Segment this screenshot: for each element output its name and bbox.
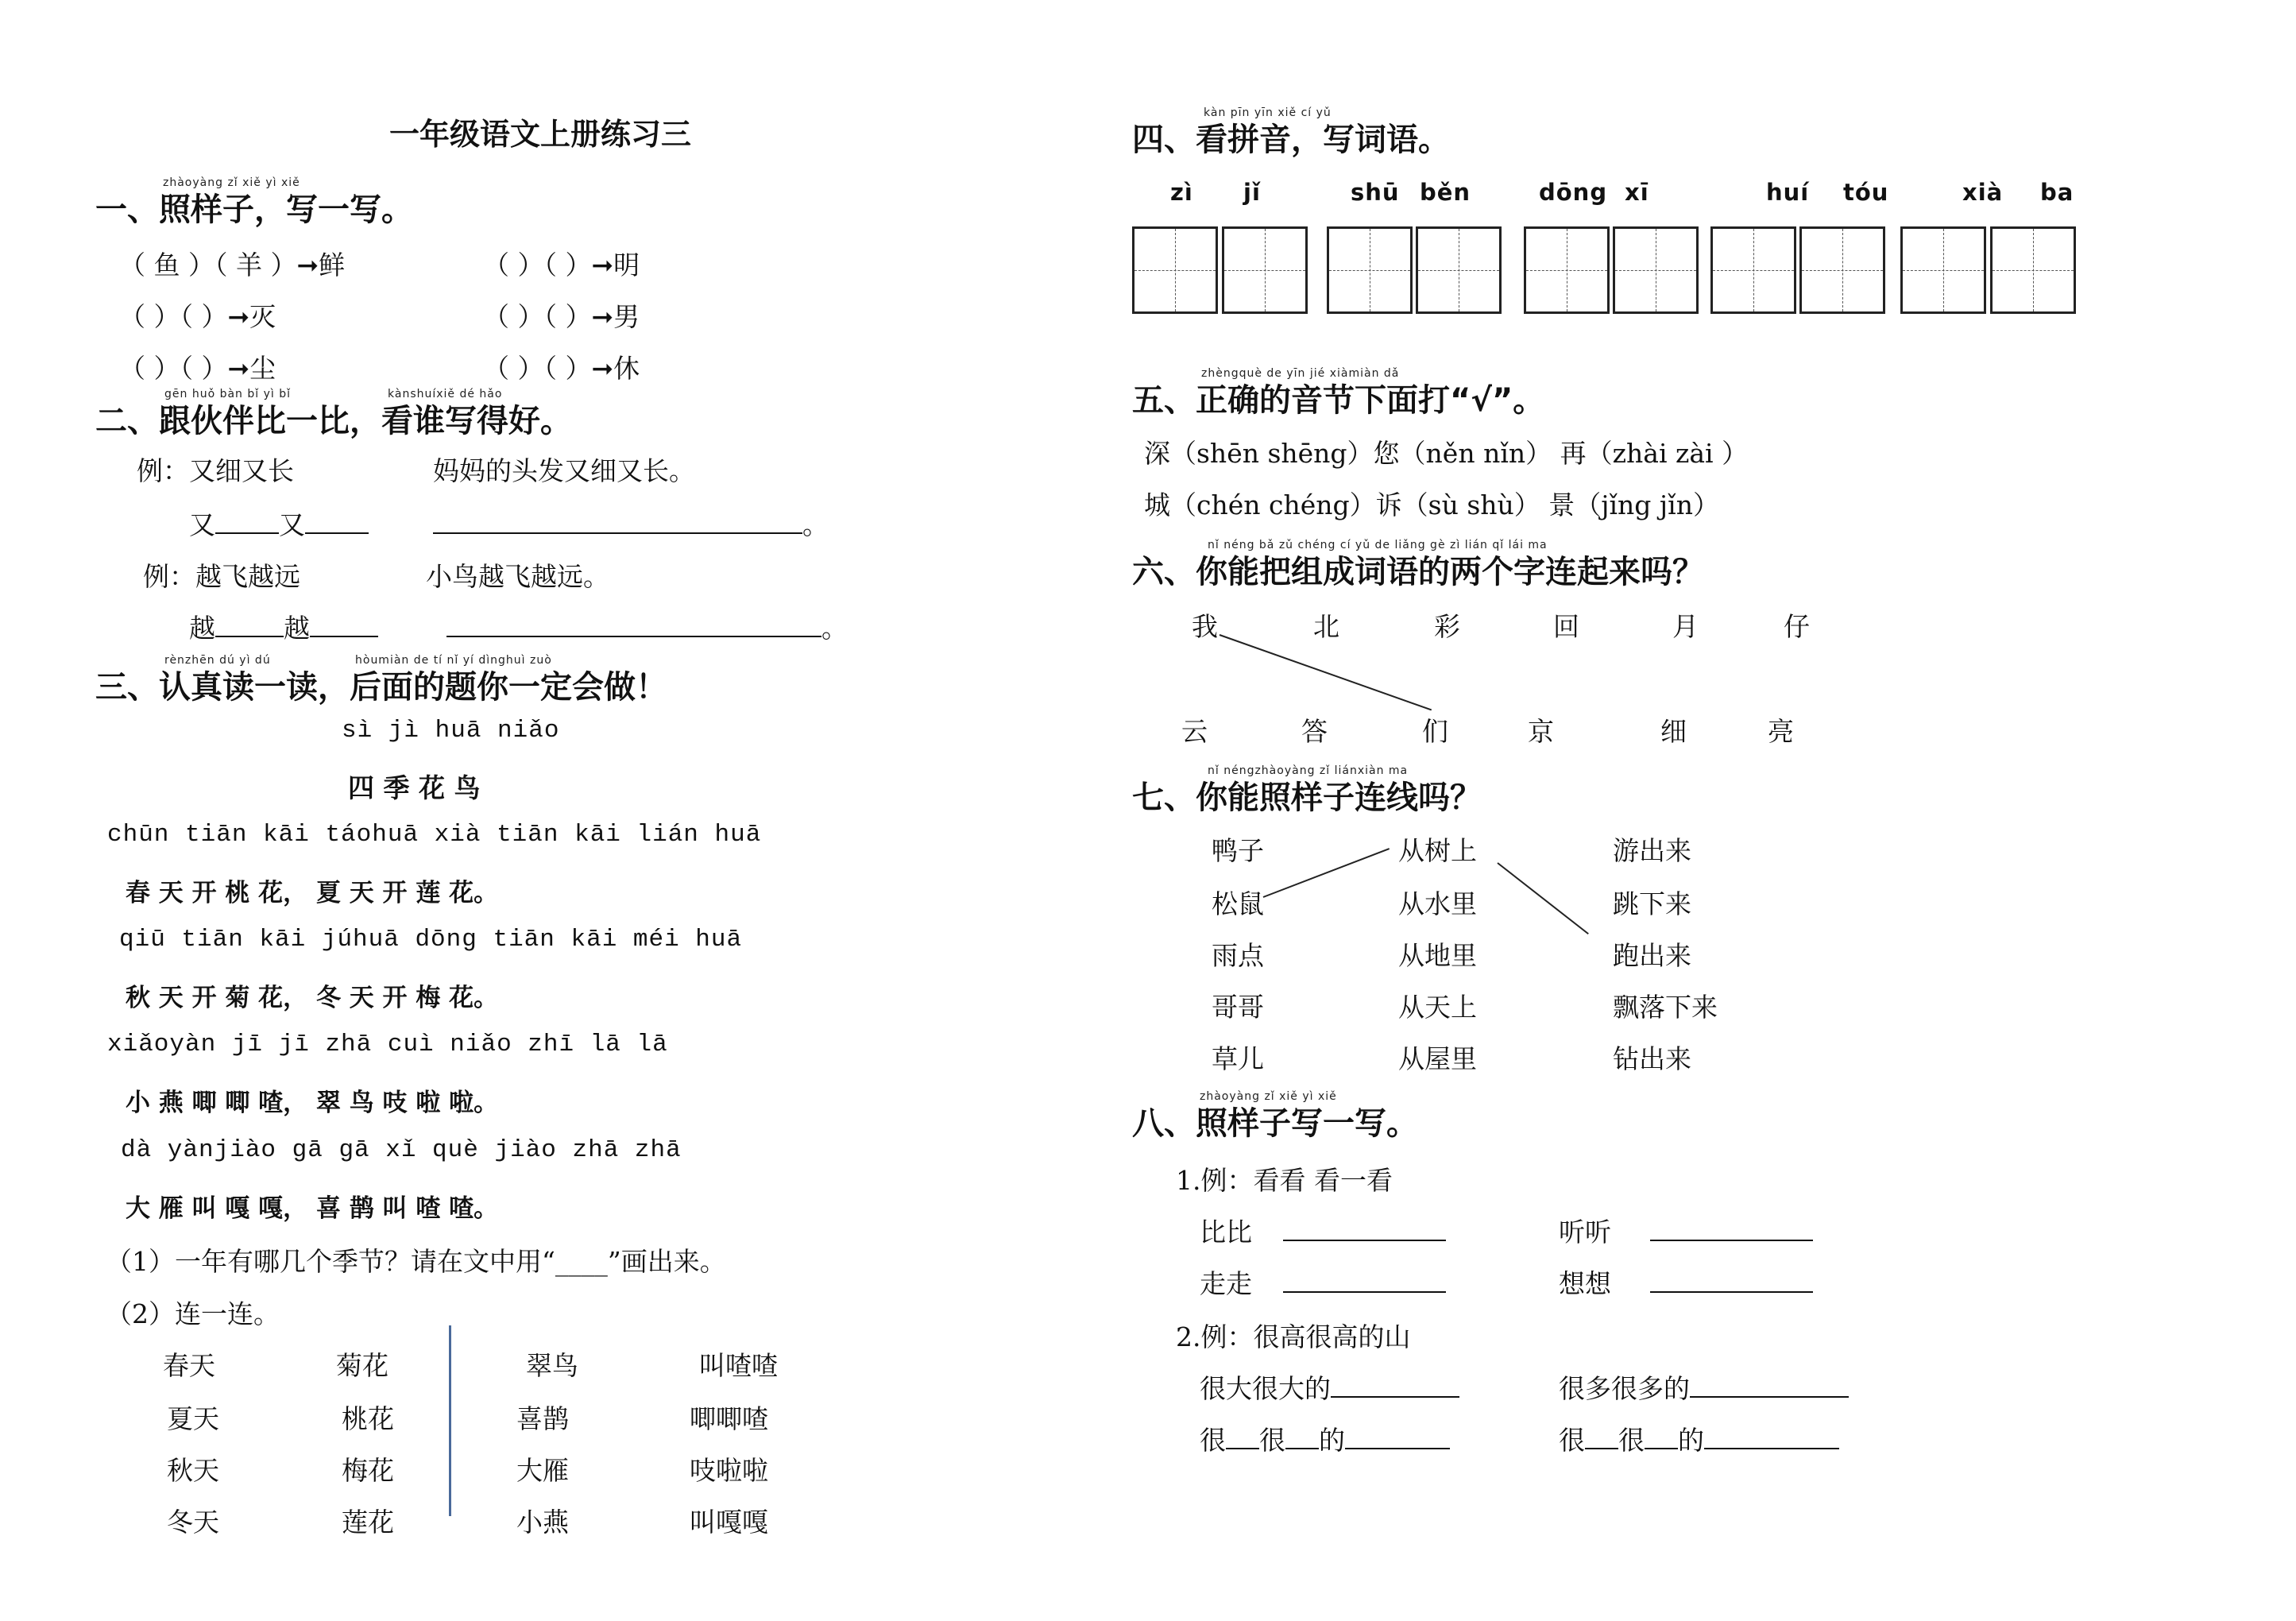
match-bird-1[interactable]: 翠鸟 — [526, 1350, 578, 1381]
s7-place-2[interactable]: 从水里 — [1398, 888, 1477, 919]
s2-pinyin-1: gēn huǒ bàn bǐ yì bǐ — [164, 388, 292, 400]
s6-top-char-3[interactable]: 彩 — [1434, 611, 1460, 642]
s8-hen: 很 — [1559, 1425, 1585, 1456]
match-sound-3[interactable]: 吱啦啦 — [690, 1455, 768, 1486]
s2-example2-sentence: 小鸟越飞越远。 — [426, 561, 609, 592]
s7-action-1[interactable]: 游出来 — [1613, 835, 1691, 866]
s2-heading: 二、跟伙伴比一比，看谁写得好。 — [95, 403, 572, 439]
s8-blank[interactable] — [1283, 1219, 1446, 1241]
s7-place-5[interactable]: 从屋里 — [1398, 1043, 1477, 1074]
s4-pinyin: kàn pīn yīn xiě cí yǔ — [1204, 106, 1332, 119]
s8-de: 的 — [1678, 1425, 1704, 1456]
poem-line1-pinyin: chūn tiān kāi táohuā xià tiān kāi lián huā — [107, 821, 762, 849]
s7-subject-4[interactable]: 哥哥 — [1212, 992, 1264, 1023]
s8-blank[interactable] — [1690, 1375, 1849, 1398]
word1-pinyin-2: jǐ — [1243, 179, 1261, 206]
s2-pinyin-2: kànshuíxiě dé hǎo — [388, 388, 503, 400]
writing-box[interactable] — [1416, 226, 1502, 314]
writing-box[interactable] — [1524, 226, 1610, 314]
poem-line3-pinyin: xiǎoyàn jī jī zhā cuì niǎo zhī lā lā — [107, 1031, 668, 1058]
s8-item-4 — [1559, 1263, 1813, 1301]
s8-blank[interactable] — [1285, 1427, 1319, 1449]
s8-blank[interactable] — [1585, 1427, 1618, 1449]
s6-bottom-char-1[interactable]: 云 — [1181, 716, 1208, 747]
s2-fill1-b: 又 — [279, 509, 305, 540]
s2-fill1-a: 又 — [189, 509, 215, 540]
s8-pinyin: zhàoyàng zǐ xiě yì xiě — [1200, 1090, 1337, 1103]
s8-item-2 — [1559, 1212, 1813, 1249]
writing-box[interactable] — [1710, 226, 1796, 314]
s6-top-char-5[interactable]: 月 — [1672, 611, 1699, 642]
writing-box[interactable] — [1613, 226, 1699, 314]
s7-place-4[interactable]: 从天上 — [1398, 992, 1477, 1023]
s8-blank[interactable] — [1226, 1427, 1259, 1449]
match-flower-4[interactable]: 莲花 — [342, 1507, 394, 1538]
word3-pinyin-1: dōng — [1539, 179, 1608, 206]
s8-fill-a2-text: 很多很多的 — [1559, 1373, 1690, 1404]
s8-example-2: 2.例：很高很高的山 — [1176, 1321, 1411, 1352]
s6-bottom-char-2[interactable]: 答 — [1301, 716, 1328, 747]
poem-title: 四 季 花 鸟 — [348, 772, 481, 803]
writing-box[interactable] — [1900, 226, 1986, 314]
s6-heading: 六、你能把组成词语的两个字连起来吗？ — [1132, 554, 1704, 590]
s1-pinyin: zhàoyàng zǐ xiě yì xiě — [163, 176, 300, 189]
s8-blank[interactable] — [1283, 1271, 1446, 1293]
s2-period: 。 — [821, 613, 848, 644]
s2-example1-label: 例：又细又长 — [137, 455, 294, 486]
word2-pinyin-1: shū — [1351, 179, 1400, 206]
s7-heading: 七、你能照样子连线吗？ — [1132, 780, 1482, 816]
s2-blank[interactable] — [305, 512, 369, 534]
s5-pinyin: zhèngquè de yīn jié xiàmiàn dǎ — [1201, 367, 1400, 380]
s8-blank[interactable] — [1345, 1427, 1450, 1449]
s6-pinyin: nǐ néng bǎ zǔ chéng cí yǔ de liǎng gè zì lián qǐ lái ma — [1208, 539, 1548, 551]
s7-example-line-1 — [1263, 848, 1390, 898]
s6-top-char-2[interactable]: 北 — [1313, 611, 1339, 642]
match-flower-3[interactable]: 梅花 — [342, 1455, 394, 1486]
s7-place-1[interactable]: 从树上 — [1398, 835, 1477, 866]
writing-box[interactable] — [1799, 226, 1885, 314]
word1-pinyin-1: zì — [1170, 179, 1193, 206]
match-bird-4[interactable]: 小燕 — [516, 1507, 569, 1538]
s2-blank[interactable] — [215, 512, 279, 534]
s8-hen: 很 — [1618, 1425, 1645, 1456]
s6-example-line — [1220, 634, 1432, 710]
s6-bottom-char-3[interactable]: 们 — [1422, 716, 1448, 747]
match-bird-3[interactable]: 大雁 — [516, 1455, 569, 1486]
match-season-1[interactable]: 春天 — [163, 1350, 215, 1381]
match-season-2[interactable]: 夏天 — [167, 1403, 219, 1434]
s5-row-1[interactable]: 深（shēn shēng）您（něn nǐn） 再（zhài zài ） — [1144, 438, 1749, 469]
s7-action-2[interactable]: 跳下来 — [1613, 888, 1691, 919]
s3-question-2: （2）连一连。 — [106, 1298, 280, 1329]
s8-fill-a2 — [1559, 1368, 1849, 1406]
s8-item-word: 比比 — [1200, 1217, 1252, 1248]
writing-box[interactable] — [1990, 226, 2076, 314]
s6-top-char-4[interactable]: 回 — [1553, 611, 1579, 642]
page-title: 一年级语文上册练习三 — [389, 117, 692, 152]
s8-fill-b2 — [1559, 1420, 1839, 1457]
s2-fill2 — [189, 608, 378, 645]
match-sound-1[interactable]: 叫喳喳 — [699, 1350, 778, 1381]
s6-bottom-char-4[interactable]: 京 — [1528, 716, 1554, 747]
s8-blank[interactable] — [1704, 1427, 1839, 1449]
word3-pinyin-2: xī — [1625, 179, 1649, 206]
s8-item-3 — [1200, 1263, 1446, 1301]
s6-bottom-char-6[interactable]: 亮 — [1768, 716, 1794, 747]
writing-box[interactable] — [1132, 226, 1218, 314]
match-flower-1[interactable]: 菊花 — [336, 1350, 388, 1381]
s8-hen: 很 — [1259, 1425, 1285, 1456]
s7-action-4[interactable]: 飘落下来 — [1613, 992, 1718, 1023]
s8-item-word: 听听 — [1559, 1217, 1611, 1248]
s1-row2-left: （ ）（ ）➞灭 — [119, 301, 276, 332]
s3-question-1: （1）一年有哪几个季节？请在文中用“____”画出来。 — [106, 1246, 726, 1277]
s2-sentence-blank-1 — [433, 505, 829, 542]
s8-blank[interactable] — [1650, 1219, 1813, 1241]
s8-heading: 八、照样子写一写。 — [1132, 1105, 1418, 1142]
writing-box[interactable] — [1327, 226, 1413, 314]
poem-line1: 春 天 开 桃 花， 夏 天 开 莲 花。 — [126, 879, 499, 907]
word4-pinyin-1: huí — [1766, 179, 1810, 206]
s3-pinyin-2: hòumiàn de tí nǐ yí dìnghuì zuò — [355, 654, 552, 667]
s6-top-char-6[interactable]: 仔 — [1784, 611, 1810, 642]
poem-line3: 小 燕 唧 唧 喳， 翠 鸟 吱 啦 啦。 — [126, 1089, 499, 1117]
s8-example-1: 1.例：看看 看一看 — [1176, 1165, 1393, 1196]
s3-heading: 三、认真读一读，后面的题你一定会做！ — [95, 669, 667, 706]
poem-line2-pinyin: qiū tiān kāi júhuā dōng tiān kāi méi huā — [119, 926, 743, 954]
s2-period: 。 — [802, 509, 829, 540]
s2-fill1 — [189, 505, 369, 542]
s7-example-line-2 — [1497, 862, 1588, 934]
match-sound-2[interactable]: 唧唧喳 — [690, 1403, 768, 1434]
s8-hen: 很 — [1200, 1425, 1226, 1456]
s7-place-3[interactable]: 从地里 — [1398, 940, 1477, 971]
poem-line2: 秋 天 开 菊 花， 冬 天 开 梅 花。 — [126, 984, 499, 1012]
s1-row3-right: （ ）（ ）➞休 — [483, 353, 640, 384]
writing-box[interactable] — [1222, 226, 1308, 314]
s3-pinyin-1: rènzhēn dú yì dú — [164, 654, 271, 667]
s8-fill-a1-text: 很大很大的 — [1200, 1373, 1331, 1404]
poem-title-pinyin: sì jì huā niǎo — [342, 717, 560, 745]
s7-subject-3[interactable]: 雨点 — [1212, 940, 1264, 971]
s2-fill2-b: 越 — [284, 613, 310, 644]
s1-row1-left: （ 鱼 ）（ 羊 ）➞鲜 — [119, 250, 346, 280]
word2-pinyin-2: běn — [1420, 179, 1471, 206]
poem-line4-pinyin: dà yànjiào gā gā xǐ què jiào zhā zhā — [121, 1136, 682, 1164]
s2-example1-sentence: 妈妈的头发又细又长。 — [433, 455, 695, 486]
match-flower-2[interactable]: 桃花 — [342, 1403, 394, 1434]
s7-pinyin: nǐ néngzhàoyàng zǐ liánxiàn ma — [1208, 764, 1409, 777]
word5-pinyin-1: xià — [1962, 179, 2004, 206]
s8-item-1 — [1200, 1212, 1446, 1249]
s8-blank[interactable] — [1331, 1375, 1459, 1398]
s1-row3-left: （ ）（ ）➞尘 — [119, 353, 276, 384]
s8-fill-a1 — [1200, 1368, 1459, 1406]
s7-subject-5[interactable]: 草儿 — [1212, 1043, 1264, 1074]
s2-sentence-blank-2 — [446, 608, 848, 645]
s7-action-5[interactable]: 钻出来 — [1613, 1043, 1691, 1074]
match-season-4[interactable]: 冬天 — [167, 1507, 219, 1538]
match-divider — [449, 1325, 451, 1516]
s8-item-word: 走走 — [1200, 1268, 1252, 1299]
word5-pinyin-2: ba — [2040, 179, 2074, 206]
s2-blank[interactable] — [433, 512, 802, 534]
s5-row-2[interactable]: 城（chén chéng）诉（sù shù） 景（jǐng jǐn） — [1144, 489, 1719, 520]
s8-blank[interactable] — [1645, 1427, 1678, 1449]
s2-blank[interactable] — [215, 615, 284, 637]
s1-row1-right: （ ）（ ）➞明 — [483, 250, 640, 280]
match-season-3[interactable]: 秋天 — [167, 1455, 219, 1486]
s8-blank[interactable] — [1650, 1271, 1813, 1293]
s8-de: 的 — [1319, 1425, 1345, 1456]
s8-fill-b1 — [1200, 1420, 1450, 1457]
word4-pinyin-2: tóu — [1843, 179, 1889, 206]
s6-bottom-char-5[interactable]: 细 — [1660, 716, 1687, 747]
match-sound-4[interactable]: 叫嘎嘎 — [690, 1507, 768, 1538]
s5-heading: 五、正确的音节下面打“√”。 — [1132, 382, 1545, 419]
s7-subject-2[interactable]: 松鼠 — [1212, 888, 1264, 919]
s1-heading: 一、照样子，写一写。 — [95, 192, 413, 228]
s7-subject-1[interactable]: 鸭子 — [1212, 835, 1264, 866]
poem-line4: 大 雁 叫 嘎 嘎， 喜 鹊 叫 喳 喳。 — [126, 1194, 499, 1223]
s2-fill2-a: 越 — [189, 613, 215, 644]
s1-row2-right: （ ）（ ）➞男 — [483, 301, 640, 332]
s2-blank[interactable] — [446, 615, 821, 637]
s2-blank[interactable] — [310, 615, 378, 637]
s2-example2-label: 例：越飞越远 — [143, 561, 300, 592]
s7-action-3[interactable]: 跑出来 — [1613, 940, 1691, 971]
s6-top-char-1[interactable]: 我 — [1192, 611, 1218, 642]
s8-item-word: 想想 — [1559, 1268, 1611, 1299]
s4-heading: 四、看拼音，写词语。 — [1132, 122, 1450, 158]
match-bird-2[interactable]: 喜鹊 — [516, 1403, 569, 1434]
